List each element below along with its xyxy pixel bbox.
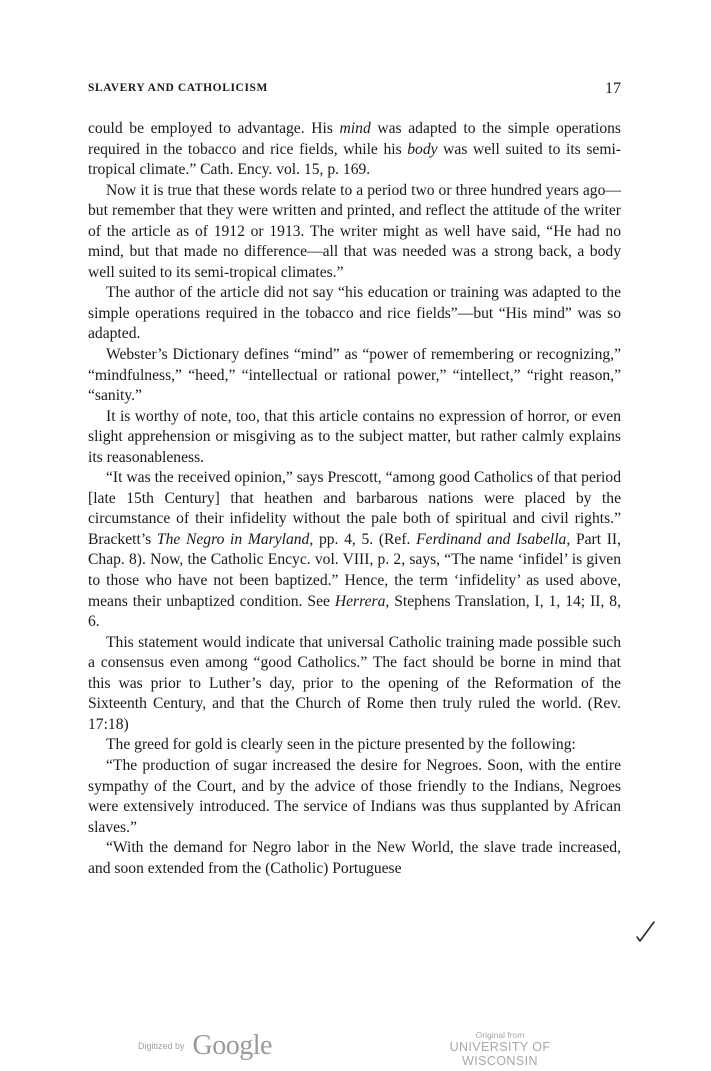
paragraph	[88, 756, 621, 838]
paragraph	[88, 407, 621, 469]
paragraph	[88, 283, 621, 345]
running-head: SLAVERY AND CATHOLICISM	[88, 82, 268, 94]
text-run: “With the demand for Negro labor in the New World, the slave trade increased, and soon extended from the (Catholic) Portuguese	[88, 839, 621, 877]
google-logo: Google	[192, 1030, 272, 1061]
italic-text: Herrera,	[334, 592, 390, 610]
digitized-by-google	[138, 1030, 272, 1062]
body-text	[88, 119, 621, 879]
text-run: Part II, Chap. 8). Now, the Catholic Encyc. vol. VIII, p. 2, says, “The name ‘infidel’ is given to those who have not been baptized.” Hence, the term ‘infidelity’ as used above, means their unbaptized condition. See	[88, 530, 622, 610]
text-run: could be employed to advantage. His	[88, 120, 340, 137]
digitized-by-label: Digitized by	[138, 1041, 185, 1051]
text-run: Stephens Translation, I, 1, 14; II, 8, 6.	[88, 592, 622, 631]
university-label: UNIVERSITY OF WISCONSIN	[449, 1040, 551, 1068]
text-run: was adapted to the simple operations required in the tobacco and rice fields, while his	[88, 120, 621, 158]
text-run: It is worthy of note, too, that this article contains no expression of horror, or even slight apprehension or misgiving as to the subject matter, but rather calmly explains its reasonableness.	[88, 407, 621, 466]
handwritten-check-mark	[635, 916, 657, 946]
paragraph	[88, 119, 621, 181]
text-run: Webster’s Dictionary defines “mind” as “power of remembering or recognizing,” “mindfulness,” “heed,” “intellectual or rational power,” “intellect,” “right reason,” “sanity.”	[88, 346, 621, 405]
original-source	[410, 1030, 590, 1068]
italic-text: Ferdinand and Isabella,	[416, 530, 571, 548]
text-run: Now it is true that these words relate to a period two or three hundred years ago—but remember that they were written and printed, and reflect the attitude of the writer of the article as of 1912 or 1913. The writer might as well have said, “He had no mind, but that made no difference—all that was needed was a strong back, a body well suited to its semi-tropical climates.”	[88, 181, 621, 281]
text-run: was well suited to its semi-tropical climate.” Cath. Ency. vol. 15, p. 169.	[88, 140, 621, 179]
text-run: This statement would indicate that universal Catholic training made possible such a consensus even among “good Catholics.” The fact should be borne in mind that this was prior to Luther’s day, prior to the opening of the Reformation of the Sixteenth Century, and that the Church of Rome then truly ruled the world. (Rev. 17:18)	[88, 633, 621, 733]
text-run: “It was the received opinion,” says Prescott, “among good Catholics of that period [late 15th Century] that heathen and barbarous nations were placed by the circumstance of their infidelity without the pale both of spiritual and civil rights.” Brackett’s	[88, 469, 621, 548]
text-run: The author of the article did not say “his education or training was adapted to the simple operations required in the tobacco and rice fields”—but “His mind” was so adapted.	[88, 284, 621, 343]
text-run: “The production of sugar increased the desire for Negroes. Soon, with the entire sympathy of the Court, and by the advice of those friendly to the Indians, Negroes were extensively introduced. The service of Indians was thus supplanted by African slaves.”	[88, 756, 621, 836]
paragraph	[88, 468, 621, 632]
paragraph	[88, 633, 621, 736]
paragraph	[88, 735, 621, 756]
page-header	[88, 80, 621, 100]
text-run: pp. 4, 5. (Ref.	[313, 530, 417, 548]
page-number: 17	[605, 80, 621, 97]
paragraph	[88, 838, 621, 879]
italic-text: mind	[339, 120, 371, 137]
paragraph	[88, 181, 621, 284]
text-run: The greed for gold is clearly seen in the picture presented by the following:	[106, 736, 576, 754]
original-from-label: Original from	[475, 1030, 525, 1040]
italic-text: body	[407, 140, 438, 158]
italic-text: The Negro in Maryland,	[156, 530, 314, 548]
paragraph	[88, 345, 621, 407]
